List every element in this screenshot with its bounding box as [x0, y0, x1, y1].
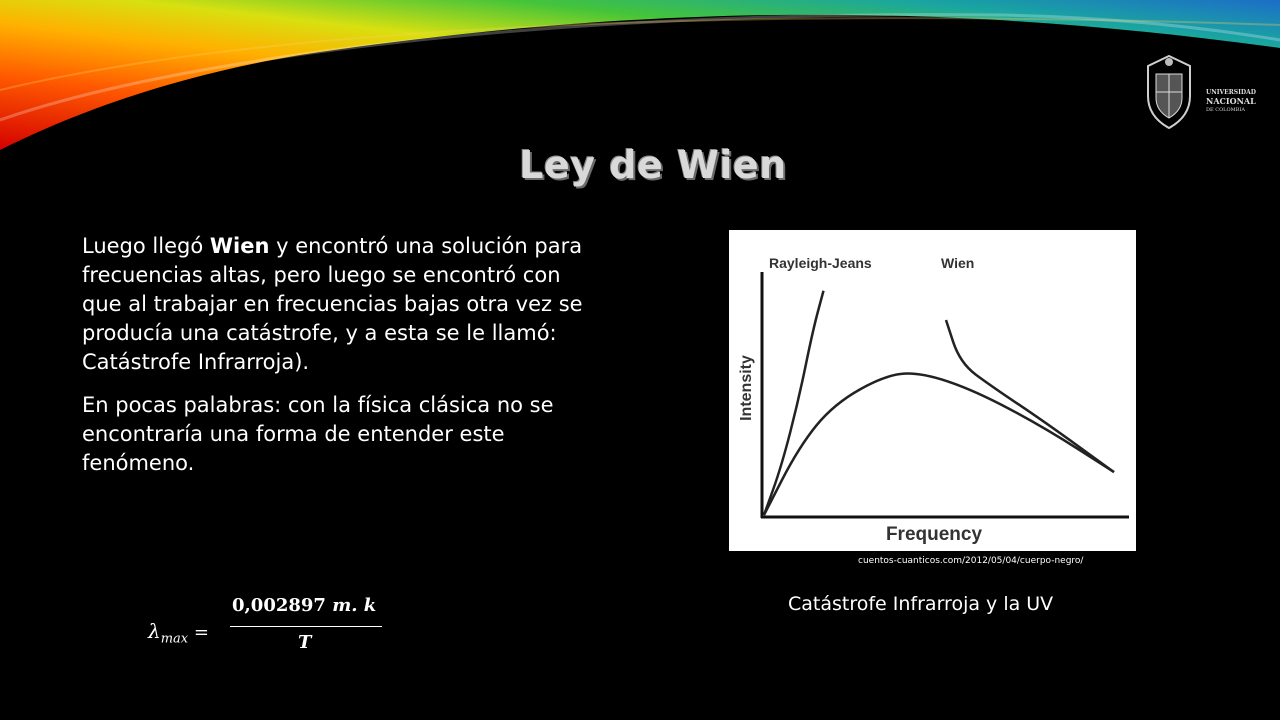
numerator-units: m. k [325, 595, 377, 616]
y-axis-label: Intensity [738, 355, 755, 421]
chart-caption: Catástrofe Infrarroja y la UV [788, 593, 1054, 615]
logo-text [1206, 88, 1256, 115]
numerator-value: 0,002897 [232, 595, 326, 616]
series-line-wien [946, 320, 1114, 472]
university-crest-icon [1138, 52, 1200, 132]
fraction-bar [230, 626, 382, 627]
series-line-planck [764, 374, 1114, 515]
logo-line-1: UNIVERSIDAD [1206, 89, 1256, 96]
logo-line-3: DE COLOMBIA [1206, 107, 1245, 113]
rainbow-banner [0, 0, 1280, 160]
paragraph-1-prefix: Luego llegó [82, 234, 210, 258]
body-text [82, 232, 592, 492]
paragraph-2: En pocas palabras: con la física clásica no se encontraría una forma de entender este fenómeno. [82, 393, 554, 475]
image-source: cuentos-cuanticos.com/2012/05/04/cuerpo-negro/ [858, 556, 1084, 566]
lambda-symbol: λ [148, 619, 161, 643]
equals-sign: = [188, 622, 209, 643]
paragraph-1 [82, 232, 592, 377]
series-line-rayleigh-jeans [764, 291, 824, 515]
blackbody-chart [729, 230, 1136, 551]
x-axis-label: Frequency [885, 524, 983, 545]
formula-numerator [232, 595, 376, 616]
formula-lhs [148, 619, 209, 647]
chart-svg [729, 230, 1136, 551]
slide-title: Ley de Wien [519, 143, 787, 187]
logo-line-2: NACIONAL [1206, 96, 1256, 106]
legend-label-wien: Wien [941, 255, 975, 271]
paragraph-1-suffix: y encontró una solución para frecuencias altas, pero luego se encontró con que al trabajar en frecuencias bajas otra vez se producía una catástrofe, y a esta se le llamó: Catástrofe Infrarroja). [82, 234, 583, 374]
formula-denominator: T [298, 632, 312, 653]
legend-label-rayleigh-jeans: Rayleigh-Jeans [769, 255, 872, 271]
lambda-subscript: max [160, 631, 189, 647]
paragraph-1-bold: Wien [209, 234, 270, 258]
